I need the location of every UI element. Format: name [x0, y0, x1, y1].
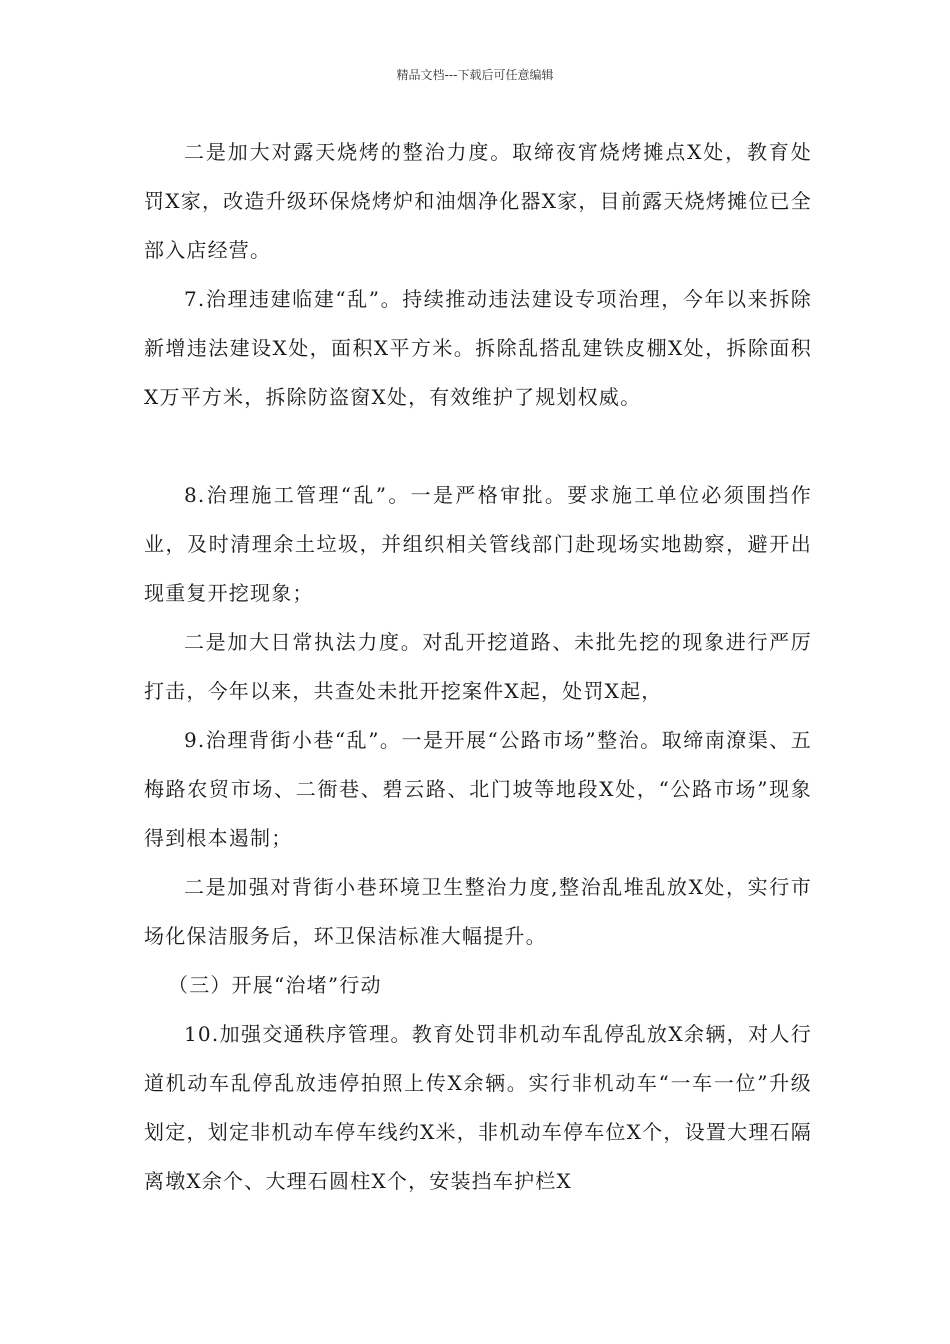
paragraph-traffic-order: 10.加强交通秩序管理。教育处罚非机动车乱停乱放X余辆，对人行道机动车乱停乱放违停拍照上传X余辆。实行非机动车“一车一位”升级划定，划定非机动车停车线约X米，非机动车停车位X个，设置大理石隔离墩X余个、大理石圆柱X个，安装挡车护栏X	[144, 1022, 812, 1193]
document-body	[144, 128, 812, 1206]
paragraph-construction-management: 8.治理施工管理“乱”。一是严格审批。要求施工单位必须围挡作业，及时清理余土垃圾，并组织相关管线部门赴现场实地勘察，避开出现重复开挖现象；	[144, 483, 812, 605]
paragraph-back-alleys: 9.治理背街小巷“乱”。一是开展“公路市场”整治。取缔南潦渠、五梅路农贸市场、二衙巷、碧云路、北门坡等地段X处，“公路市场”现象得到根本遏制；	[144, 728, 812, 850]
paragraph-daily-enforcement: 二是加大日常执法力度。对乱开挖道路、未批先挖的现象进行严厉打击，今年以来，共查处未批开挖案件X起，处罚X起，	[144, 630, 812, 703]
paragraph-bbq-rectification: 二是加大对露天烧烤的整治力度。取缔夜宵烧烤摊点X处，教育处罚X家，改造升级环保烧烤炉和油烟净化器X家，目前露天烧烤摊位已全部入店经营。	[144, 140, 812, 262]
section-heading-congestion: （三）开展“治堵”行动	[168, 973, 382, 997]
paragraph-sanitation: 二是加强对背街小巷环境卫生整治力度,整治乱堆乱放X处，实行市场化保洁服务后，环卫保洁标准大幅提升。	[144, 875, 812, 948]
paragraph-illegal-construction: 7.治理违建临建“乱”。持续推动违法建设专项治理，今年以来拆除新增违法建设X处，面积X平方米。拆除乱搭乱建铁皮棚X处，拆除面积X万平方米，拆除防盗窗X处，有效维护了规划权威。	[144, 287, 812, 409]
page-header: 精品文档---下载后可任意编辑	[396, 68, 554, 82]
